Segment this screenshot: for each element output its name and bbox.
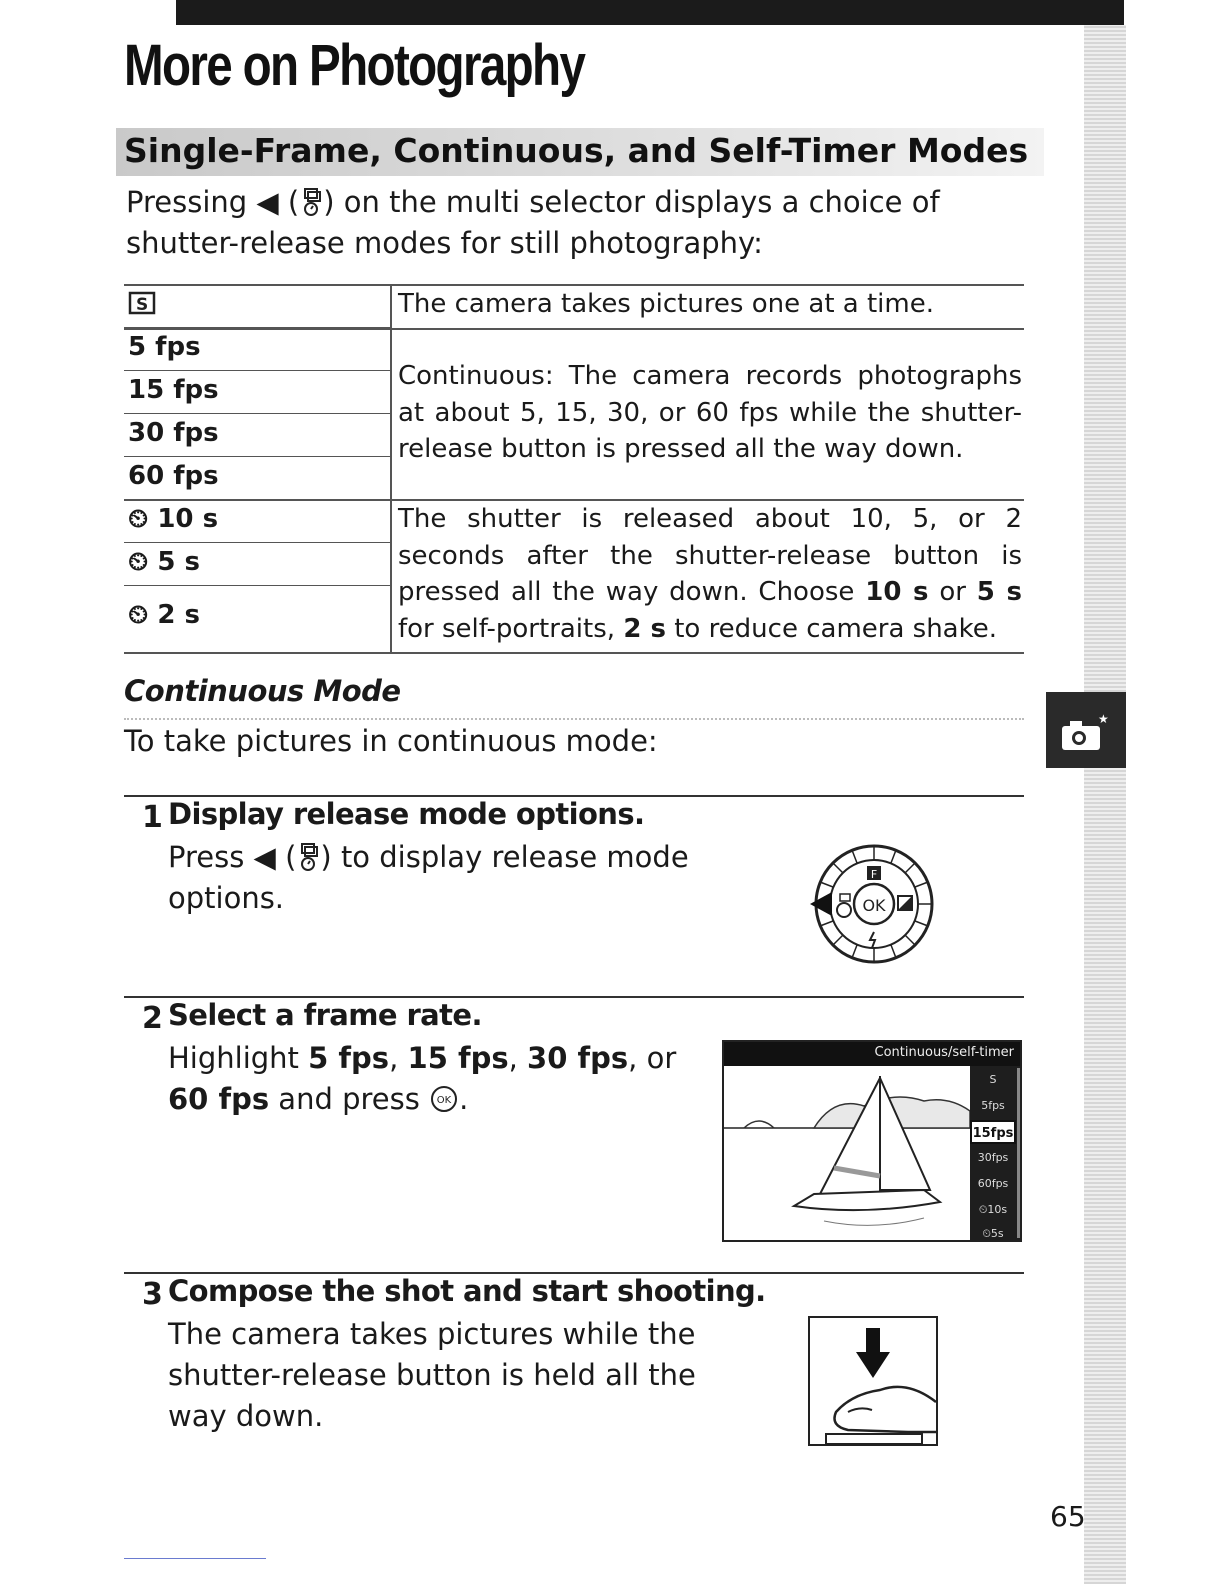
single-frame-label: S [136, 295, 149, 315]
mode-label: 60 fps [128, 461, 219, 491]
menu-scrollbar[interactable] [1017, 1068, 1020, 1238]
section-heading: Single-Frame, Continuous, and Self-Timer Modes [124, 131, 1029, 170]
mode-row-timer-5s [124, 542, 390, 586]
table-divider [390, 284, 392, 654]
mode-label: 5 fps [128, 332, 201, 362]
mode-row-5fps [124, 327, 390, 371]
ok-label: OK [862, 896, 886, 915]
intro-text-after: ) on the multi selector displays a choice of shutter-release modes for still photography: [126, 185, 940, 260]
monitor-menu-title: Continuous/self-timer [874, 1045, 1014, 1060]
top-header-bar [176, 0, 1124, 25]
release-mode-icon [299, 187, 323, 217]
svg-text:★: ★ [1098, 712, 1109, 726]
page-title: More on Photography [124, 33, 585, 98]
section-heading-band [116, 128, 1044, 176]
step-number: 3 [142, 1277, 163, 1312]
dotted-divider [124, 718, 1024, 720]
mode-label: 10 s [157, 504, 219, 534]
step-number: 2 [142, 1001, 163, 1036]
flash-mode-label: F [870, 868, 878, 881]
step-title: Display release mode options. [168, 797, 645, 831]
intro-paragraph [126, 182, 1036, 264]
continuous-description: Continuous: The camera records photographs at about 5, 15, 30, or 60 fps while the shutter-release button is pressed all the way down. [398, 361, 1022, 464]
self-timer-icon: ⏲ [128, 504, 149, 534]
sailboat-scene [724, 1066, 970, 1242]
menu-item[interactable]: ⏲5s [982, 1227, 1004, 1240]
menu-item[interactable]: 5fps [981, 1099, 1005, 1112]
single-frame-description: The camera takes pictures one at a time. [398, 289, 934, 319]
intro-text-middle: ( [278, 185, 300, 219]
chapter-side-tab[interactable] [1046, 692, 1126, 768]
mode-row-single [124, 284, 390, 328]
single-frame-icon [128, 290, 158, 316]
self-timer-description: The shutter is released about 10, 5, or 2 seconds after the shutter-release button is pressed all the way down. Choose 10 s or 5 s for self-portraits, 2 s to reduce camera shake. [398, 504, 1022, 644]
mode-row-30fps [124, 413, 390, 457]
self-timer-icon: ⏲ [978, 1203, 988, 1216]
camera-monitor-illustration [722, 1040, 1022, 1242]
menu-item[interactable]: 30fps [977, 1151, 1009, 1164]
shutter-press-illustration [808, 1316, 938, 1446]
menu-item[interactable]: 60fps [977, 1177, 1009, 1190]
continuous-mode-heading: Continuous Mode [124, 674, 401, 708]
multi-selector-illustration [806, 840, 942, 968]
camera-tab-icon [1058, 712, 1110, 752]
continuous-mode-intro: To take pictures in continuous mode: [124, 724, 658, 758]
menu-item-selected[interactable]: 15fps [970, 1120, 1016, 1144]
step-title: Compose the shot and start shooting. [168, 1274, 766, 1308]
ok-icon-label: OK [436, 1095, 452, 1106]
self-timer-icon: ⏲ [982, 1227, 991, 1240]
step-body: Press ◀ ( ) to display release mode options. [168, 840, 689, 915]
page-number: 65 [1050, 1500, 1086, 1533]
release-mode-menu [970, 1066, 1020, 1242]
footer-rule [124, 1558, 266, 1559]
intro-text-before: Pressing [126, 185, 257, 219]
mode-row-15fps [124, 370, 390, 414]
mode-label: 30 fps [128, 418, 219, 448]
self-timer-icon: ⏲ [128, 600, 149, 630]
step-number: 1 [142, 800, 163, 835]
side-edge-strip [1084, 25, 1126, 1584]
step-title: Select a frame rate. [168, 998, 482, 1032]
step-body: The camera takes pictures while the shutter-release button is held all the way down. [168, 1317, 696, 1433]
mode-row-timer-2s [124, 585, 390, 654]
self-timer-icon: ⏲ [128, 547, 149, 577]
mode-label: 15 fps [128, 375, 219, 405]
mode-label: 2 s [157, 600, 200, 630]
mode-label: 5 s [157, 547, 200, 577]
menu-item[interactable]: S [989, 1073, 997, 1086]
mode-row-60fps [124, 456, 390, 500]
left-arrow-icon: ◀ [253, 840, 276, 874]
release-mode-icon [296, 842, 320, 872]
shutter-button-icon [826, 1434, 922, 1444]
step-body: Highlight 5 fps, 15 fps, 30 fps, or 60 fps and press OK . [168, 1041, 677, 1116]
menu-item[interactable]: ⏲10s [978, 1203, 1008, 1216]
mode-row-timer-10s [124, 499, 390, 543]
ok-button-icon [429, 1084, 459, 1114]
left-arrow-icon: ◀ [256, 185, 279, 219]
